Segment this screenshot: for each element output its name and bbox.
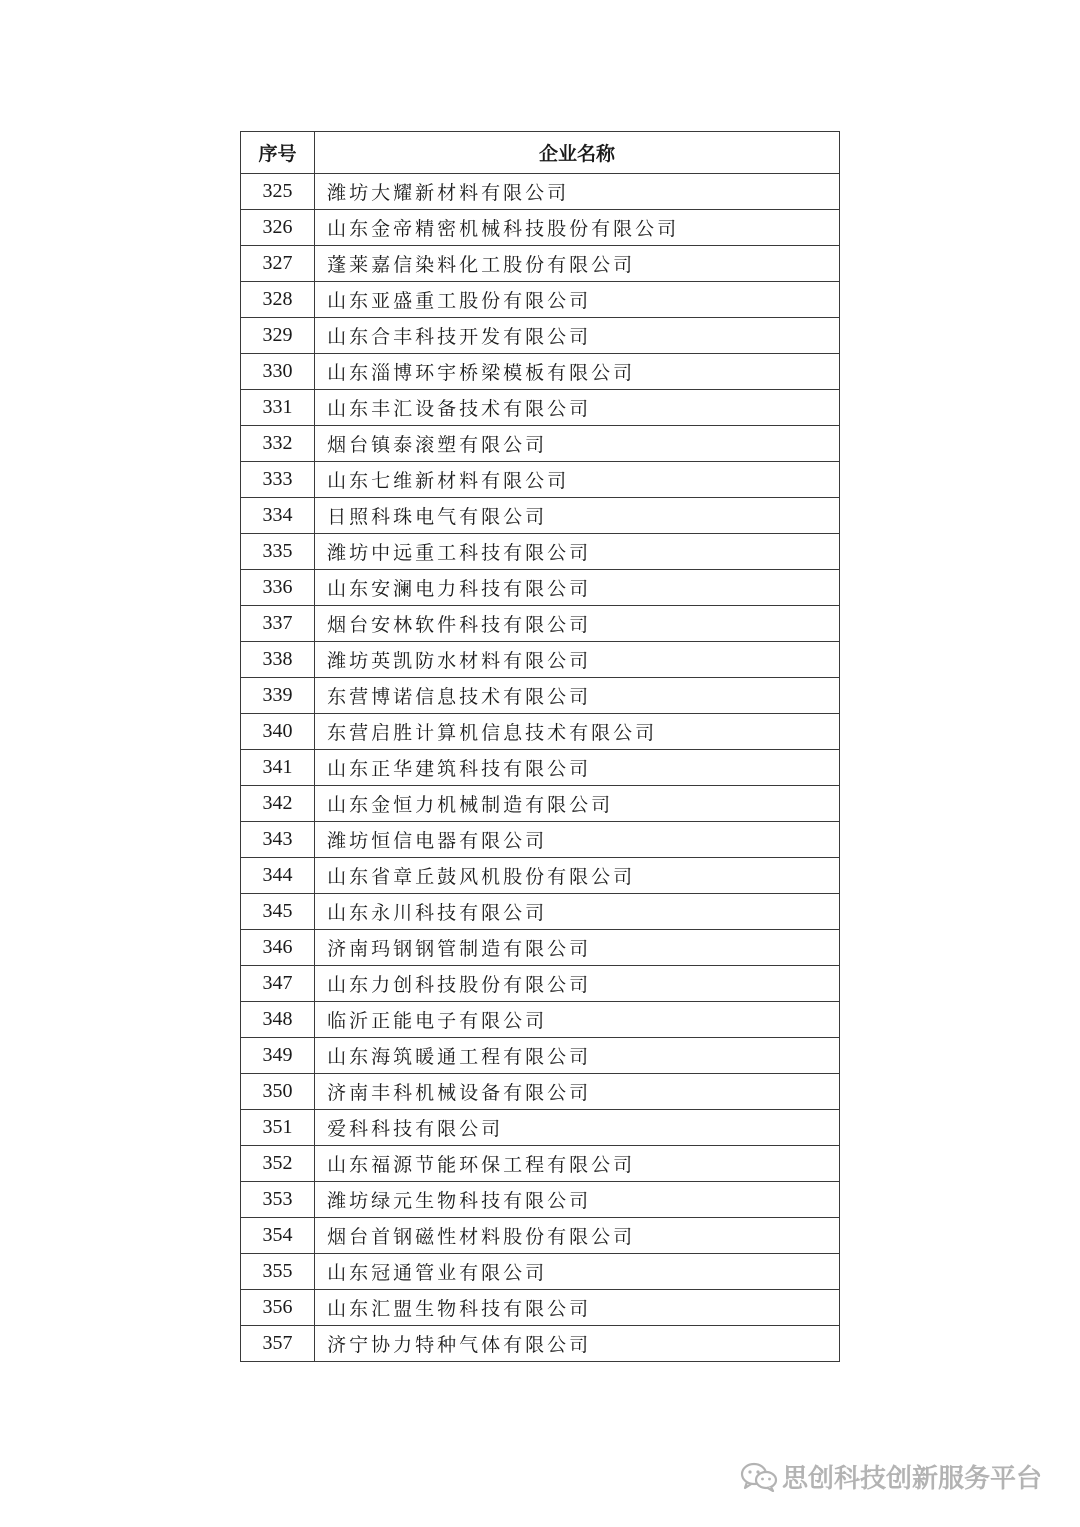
table-row [241,1038,840,1074]
table-row [241,318,840,354]
row-serial-number: 325 [241,174,315,210]
row-serial-number: 351 [241,1110,315,1146]
row-serial-number: 355 [241,1254,315,1290]
row-serial-number: 344 [241,858,315,894]
row-company-name: 山东合丰科技开发有限公司 [315,318,840,354]
row-company-name: 济南丰科机械设备有限公司 [315,1074,840,1110]
row-company-name: 潍坊中远重工科技有限公司 [315,534,840,570]
row-serial-number: 338 [241,642,315,678]
watermark-text: 思创科技创新服务平台 [781,1464,1042,1494]
table-row [241,426,840,462]
row-company-name: 山东丰汇设备技术有限公司 [315,390,840,426]
row-serial-number: 356 [241,1290,315,1326]
wechat-icon [740,1462,778,1492]
table-row [241,678,840,714]
row-serial-number: 343 [241,822,315,858]
row-company-name: 潍坊绿元生物科技有限公司 [315,1182,840,1218]
table-row [241,534,840,570]
row-serial-number: 345 [241,894,315,930]
row-company-name: 潍坊大耀新材料有限公司 [315,174,840,210]
row-serial-number: 348 [241,1002,315,1038]
table-row [241,354,840,390]
row-company-name: 烟台首钢磁性材料股份有限公司 [315,1218,840,1254]
row-serial-number: 341 [241,750,315,786]
table-row [241,1254,840,1290]
table-row [241,462,840,498]
table-row [241,174,840,210]
row-serial-number: 334 [241,498,315,534]
table-row [241,786,840,822]
row-serial-number: 330 [241,354,315,390]
table-row [241,822,840,858]
table-row [241,246,840,282]
table-row [241,1074,840,1110]
row-company-name: 山东安澜电力科技有限公司 [315,570,840,606]
table-row [241,858,840,894]
row-company-name: 山东永川科技有限公司 [315,894,840,930]
row-serial-number: 337 [241,606,315,642]
table-row [241,570,840,606]
row-serial-number: 342 [241,786,315,822]
table-row [241,642,840,678]
row-company-name: 烟台镇泰滚塑有限公司 [315,426,840,462]
row-serial-number: 357 [241,1326,315,1362]
row-company-name: 日照科珠电气有限公司 [315,498,840,534]
row-serial-number: 347 [241,966,315,1002]
table-row [241,1146,840,1182]
row-company-name: 山东汇盟生物科技有限公司 [315,1290,840,1326]
table-row [241,1182,840,1218]
row-serial-number: 332 [241,426,315,462]
row-company-name: 山东福源节能环保工程有限公司 [315,1146,840,1182]
row-company-name: 临沂正能电子有限公司 [315,1002,840,1038]
row-company-name: 山东正华建筑科技有限公司 [315,750,840,786]
row-company-name: 山东亚盛重工股份有限公司 [315,282,840,318]
row-serial-number: 350 [241,1074,315,1110]
row-serial-number: 354 [241,1218,315,1254]
table-body [241,174,840,1362]
table-header-row [241,132,840,174]
watermark [740,1458,1042,1495]
row-serial-number: 331 [241,390,315,426]
row-serial-number: 329 [241,318,315,354]
row-company-name: 山东七维新材料有限公司 [315,462,840,498]
row-company-name: 蓬莱嘉信染料化工股份有限公司 [315,246,840,282]
row-company-name: 山东淄博环宇桥梁模板有限公司 [315,354,840,390]
row-serial-number: 333 [241,462,315,498]
table-row [241,966,840,1002]
row-company-name: 潍坊恒信电器有限公司 [315,822,840,858]
row-company-name: 爱科科技有限公司 [315,1110,840,1146]
table-row [241,1110,840,1146]
row-company-name: 潍坊英凯防水材料有限公司 [315,642,840,678]
table-row [241,1290,840,1326]
header-serial-number: 序号 [241,132,315,174]
row-serial-number: 353 [241,1182,315,1218]
table-row [241,894,840,930]
table-row [241,1326,840,1362]
row-serial-number: 352 [241,1146,315,1182]
table-row [241,1002,840,1038]
row-serial-number: 340 [241,714,315,750]
row-serial-number: 339 [241,678,315,714]
row-company-name: 济南玛钢钢管制造有限公司 [315,930,840,966]
row-company-name: 烟台安林软件科技有限公司 [315,606,840,642]
row-serial-number: 326 [241,210,315,246]
row-company-name: 济宁协力特种气体有限公司 [315,1326,840,1362]
row-serial-number: 349 [241,1038,315,1074]
table-row [241,930,840,966]
row-serial-number: 335 [241,534,315,570]
table-row [241,390,840,426]
header-company-name: 企业名称 [315,132,840,174]
row-company-name: 山东海筑暖通工程有限公司 [315,1038,840,1074]
row-company-name: 山东力创科技股份有限公司 [315,966,840,1002]
row-company-name: 东营启胜计算机信息技术有限公司 [315,714,840,750]
table-row [241,210,840,246]
row-serial-number: 336 [241,570,315,606]
row-serial-number: 346 [241,930,315,966]
row-serial-number: 328 [241,282,315,318]
company-list-table [240,131,840,1362]
table-row [241,498,840,534]
row-serial-number: 327 [241,246,315,282]
table-row [241,606,840,642]
row-company-name: 东营博诺信息技术有限公司 [315,678,840,714]
table-row [241,282,840,318]
table-row [241,714,840,750]
row-company-name: 山东金恒力机械制造有限公司 [315,786,840,822]
row-company-name: 山东金帝精密机械科技股份有限公司 [315,210,840,246]
table-row [241,1218,840,1254]
table-row [241,750,840,786]
row-company-name: 山东冠通管业有限公司 [315,1254,840,1290]
row-company-name: 山东省章丘鼓风机股份有限公司 [315,858,840,894]
